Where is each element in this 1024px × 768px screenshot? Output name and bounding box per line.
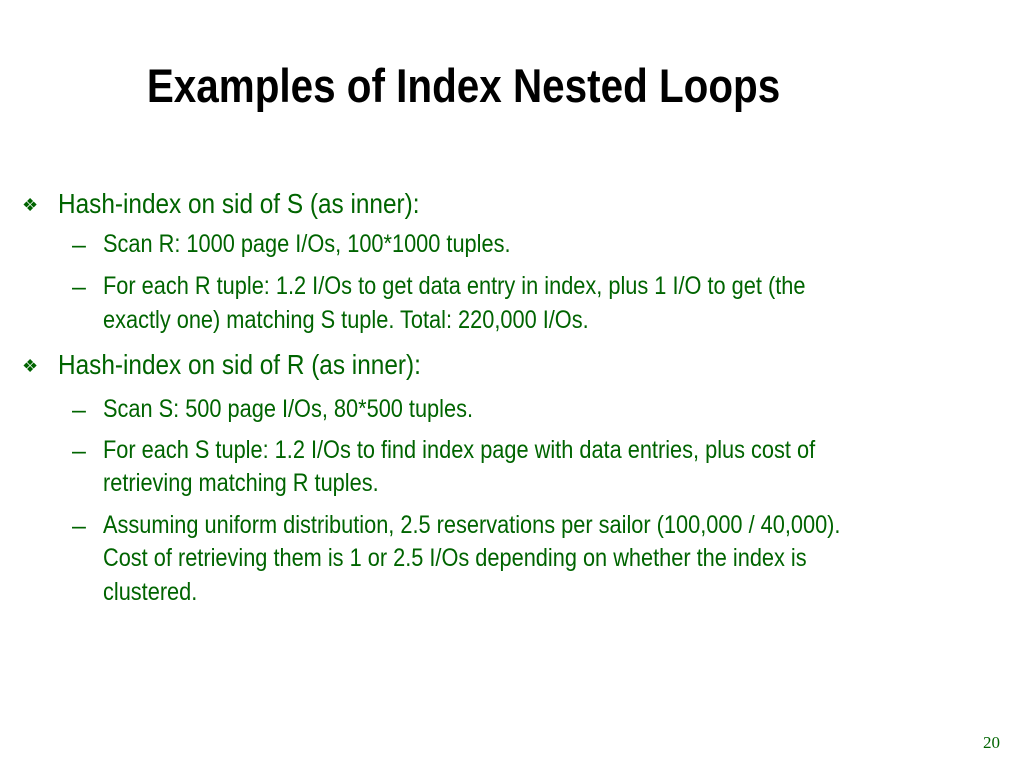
- bullet-2: Hash-index on sid of R (as inner):: [58, 349, 421, 380]
- bullet-1: Hash-index on sid of S (as inner):: [58, 188, 420, 219]
- sub-bullet-2-2-line-2: retrieving matching R tuples.: [103, 469, 379, 497]
- page-number: 20: [983, 733, 1000, 752]
- sub-bullet-1-2-line-1: For each R tuple: 1.2 I/Os to get data entry in index, plus 1 I/O to get (the: [103, 272, 806, 300]
- sub-bullet-2-1: Scan S: 500 page I/Os, 80*500 tuples.: [103, 395, 474, 423]
- sub-bullet-2-3-line-1: Assuming uniform distribution, 2.5 reservations per sailor (100,000 / 40,000).: [103, 511, 841, 539]
- dash-marker: –: [72, 437, 86, 465]
- dash-marker: –: [72, 273, 86, 301]
- sub-bullet-1-1: Scan R: 1000 page I/Os, 100*1000 tuples.: [103, 230, 511, 258]
- sub-bullet-1-2-line-2: exactly one) matching S tuple. Total: 220,000 I/Os.: [103, 306, 589, 334]
- diamond-bullet-icon: ❖: [22, 195, 39, 215]
- slide-title: Examples of Index Nested Loops: [146, 59, 781, 112]
- sub-bullet-2-3-line-2: Cost of retrieving them is 1 or 2.5 I/Os depending on whether the index is: [103, 544, 807, 572]
- diamond-bullet-icon: ❖: [22, 356, 39, 376]
- dash-marker: –: [72, 512, 86, 540]
- sub-bullet-2-3-line-3: clustered.: [103, 578, 198, 606]
- sub-bullet-2-2-line-1: For each S tuple: 1.2 I/Os to find index page with data entries, plus cost of: [103, 436, 816, 464]
- dash-marker: –: [72, 231, 86, 259]
- dash-marker: –: [72, 396, 86, 424]
